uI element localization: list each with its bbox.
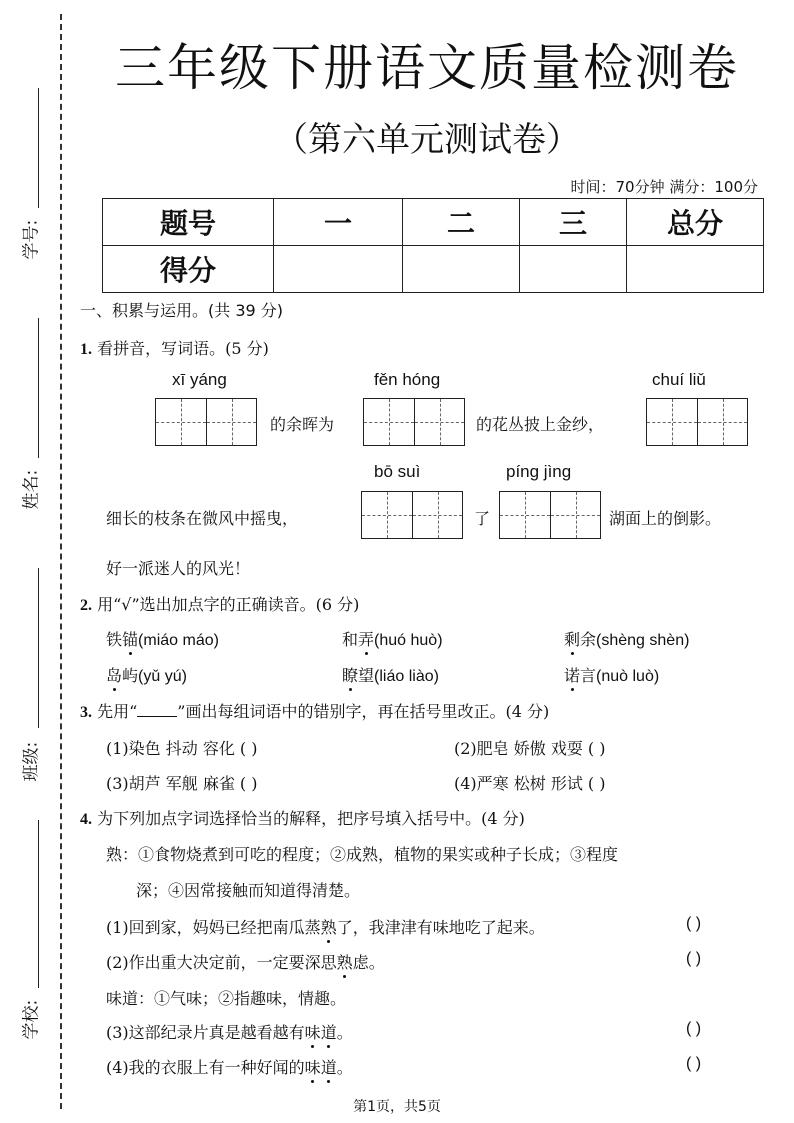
dotted-char: 熟 bbox=[337, 950, 353, 973]
dotted-char: 味 bbox=[305, 1020, 321, 1043]
dotted-char: 剩 bbox=[564, 627, 580, 650]
page-subtitle: （第六单元测试卷） bbox=[274, 120, 580, 160]
underline-sample bbox=[137, 716, 177, 717]
score-cell: 一 bbox=[274, 199, 403, 246]
reading-options[interactable]: (huó huò) bbox=[374, 632, 443, 649]
sentence-item: (4)我的衣服上有一种好闻的味道。 bbox=[106, 1055, 353, 1078]
dotted-char: 道 bbox=[321, 1020, 337, 1043]
binding-dashed-line bbox=[60, 14, 62, 1109]
reading-item: 剩余(shèng shèn) bbox=[564, 627, 689, 650]
question-text: 先用“ bbox=[97, 702, 138, 721]
pinyin-label: chuí liǔ bbox=[652, 370, 706, 389]
score-input-cell[interactable] bbox=[274, 246, 403, 293]
reading-options[interactable]: (nuò luò) bbox=[596, 668, 660, 685]
dotted-char: 岛 bbox=[106, 663, 122, 686]
score-input-cell[interactable] bbox=[627, 246, 764, 293]
passage-text: 好一派迷人的风光！ bbox=[106, 559, 251, 578]
score-table bbox=[102, 198, 764, 293]
score-input-cell[interactable] bbox=[520, 246, 627, 293]
reading-item: 诺言(nuò luò) bbox=[564, 663, 659, 686]
time-score-info: 时间：70分钟 满分：100分 bbox=[570, 178, 758, 196]
score-cell: 总分 bbox=[627, 199, 764, 246]
question-3-prompt bbox=[80, 699, 549, 722]
dotted-char: 瞭 bbox=[342, 663, 358, 686]
writing-grid[interactable] bbox=[499, 491, 601, 539]
student-id-label: 学号: bbox=[21, 219, 42, 260]
question-text: ”画出每组词语中的错别字，再在括号里改正。(4 分) bbox=[177, 702, 550, 721]
pinyin-label: píng jìng bbox=[506, 462, 572, 481]
school-label: 学校: bbox=[21, 999, 42, 1040]
reading-item: 岛屿(yǔ yú) bbox=[106, 663, 187, 686]
reading-options[interactable]: (liáo liào) bbox=[374, 668, 439, 685]
pinyin-label: xī yáng bbox=[172, 370, 227, 389]
question-number: 1. bbox=[80, 341, 92, 358]
answer-parentheses[interactable]: ( ) bbox=[686, 1055, 702, 1072]
word-group[interactable]: (3)胡芦 军舰 麻雀 ( ) bbox=[106, 774, 258, 793]
score-cell: 三 bbox=[520, 199, 627, 246]
sentence-item: (3)这部纪录片真是越看越有味道。 bbox=[106, 1020, 353, 1043]
writing-grid[interactable] bbox=[361, 491, 463, 539]
dotted-char: 弄 bbox=[358, 627, 374, 650]
word-group[interactable]: (4)严寒 松树 形试 ( ) bbox=[454, 774, 606, 793]
reading-item: 和弄(huó huò) bbox=[342, 627, 443, 650]
writing-grid[interactable] bbox=[155, 398, 257, 446]
pinyin-label: fěn hóng bbox=[374, 370, 441, 389]
reading-item: 铁锚(miáo máo) bbox=[106, 627, 219, 650]
question-text: 用“√”选出加点字的正确读音。(6 分) bbox=[97, 595, 360, 614]
passage-text: 的花丛披上金纱， bbox=[476, 415, 605, 434]
school-line[interactable] bbox=[38, 820, 39, 988]
page-number: 第1页，共5页 bbox=[353, 1099, 441, 1115]
question-1-prompt bbox=[80, 336, 269, 359]
class-line[interactable] bbox=[38, 568, 39, 728]
reading-options[interactable]: (shèng shèn) bbox=[596, 632, 690, 649]
passage-text: 湖面上的倒影。 bbox=[609, 509, 722, 528]
passage-text: 了 bbox=[474, 509, 491, 528]
score-table-score-row bbox=[103, 246, 764, 293]
score-cell: 二 bbox=[403, 199, 520, 246]
name-label: 姓名: bbox=[21, 469, 42, 510]
passage-text: 细长的枝条在微风中摇曳， bbox=[106, 509, 299, 528]
question-2-prompt bbox=[80, 592, 359, 615]
sentence-item: (1)回到家，妈妈已经把南瓜蒸熟了，我津津有味地吃了起来。 bbox=[106, 915, 545, 938]
question-4-prompt bbox=[80, 806, 525, 829]
writing-grid[interactable] bbox=[363, 398, 465, 446]
dotted-char: 味 bbox=[305, 1055, 321, 1078]
class-label: 班级: bbox=[21, 741, 42, 782]
definition-text: 味道：①气味；②指趣味，情趣。 bbox=[106, 989, 347, 1008]
dotted-char: 锚 bbox=[122, 627, 138, 650]
dotted-char: 道 bbox=[321, 1055, 337, 1078]
student-id-line[interactable] bbox=[38, 88, 39, 208]
definition-text: 深；④因常接触而知道得清楚。 bbox=[136, 881, 361, 900]
score-table-header-row bbox=[103, 199, 764, 246]
writing-grid[interactable] bbox=[646, 398, 748, 446]
sentence-item: (2)作出重大决定前，一定要深思熟虑。 bbox=[106, 950, 385, 973]
reading-options[interactable]: (miáo máo) bbox=[138, 632, 219, 649]
question-number: 2. bbox=[80, 597, 92, 614]
question-text: 为下列加点字词选择恰当的解释，把序号填入括号中。(4 分) bbox=[97, 809, 525, 828]
score-input-cell[interactable] bbox=[403, 246, 520, 293]
answer-parentheses[interactable]: ( ) bbox=[686, 1020, 702, 1037]
question-text: 看拼音，写词语。(5 分) bbox=[97, 339, 269, 358]
name-line[interactable] bbox=[38, 318, 39, 458]
dotted-char: 熟 bbox=[321, 915, 337, 938]
pinyin-label: bō suì bbox=[374, 462, 421, 481]
answer-parentheses[interactable]: ( ) bbox=[686, 915, 702, 932]
answer-parentheses[interactable]: ( ) bbox=[686, 950, 702, 967]
section-heading: 一、积累与运用。(共 39 分) bbox=[80, 301, 284, 320]
score-cell: 得分 bbox=[103, 246, 274, 293]
reading-options[interactable]: (yǔ yú) bbox=[138, 668, 187, 685]
passage-text: 的余晖为 bbox=[270, 415, 335, 434]
question-number: 3. bbox=[80, 704, 92, 721]
score-cell: 题号 bbox=[103, 199, 274, 246]
word-group[interactable]: (2)肥皂 娇傲 戏耍 ( ) bbox=[454, 739, 606, 758]
definition-text: 熟：①食物烧煮到可吃的程度；②成熟，植物的果实或种子长成；③程度 bbox=[106, 845, 619, 864]
word-group[interactable]: (1)染色 抖动 容化 ( ) bbox=[106, 739, 258, 758]
dotted-char: 诺 bbox=[564, 663, 580, 686]
question-number: 4. bbox=[80, 811, 92, 828]
reading-item: 瞭望(liáo liào) bbox=[342, 663, 439, 686]
page-title: 三年级下册语文质量检测卷 bbox=[115, 39, 739, 97]
